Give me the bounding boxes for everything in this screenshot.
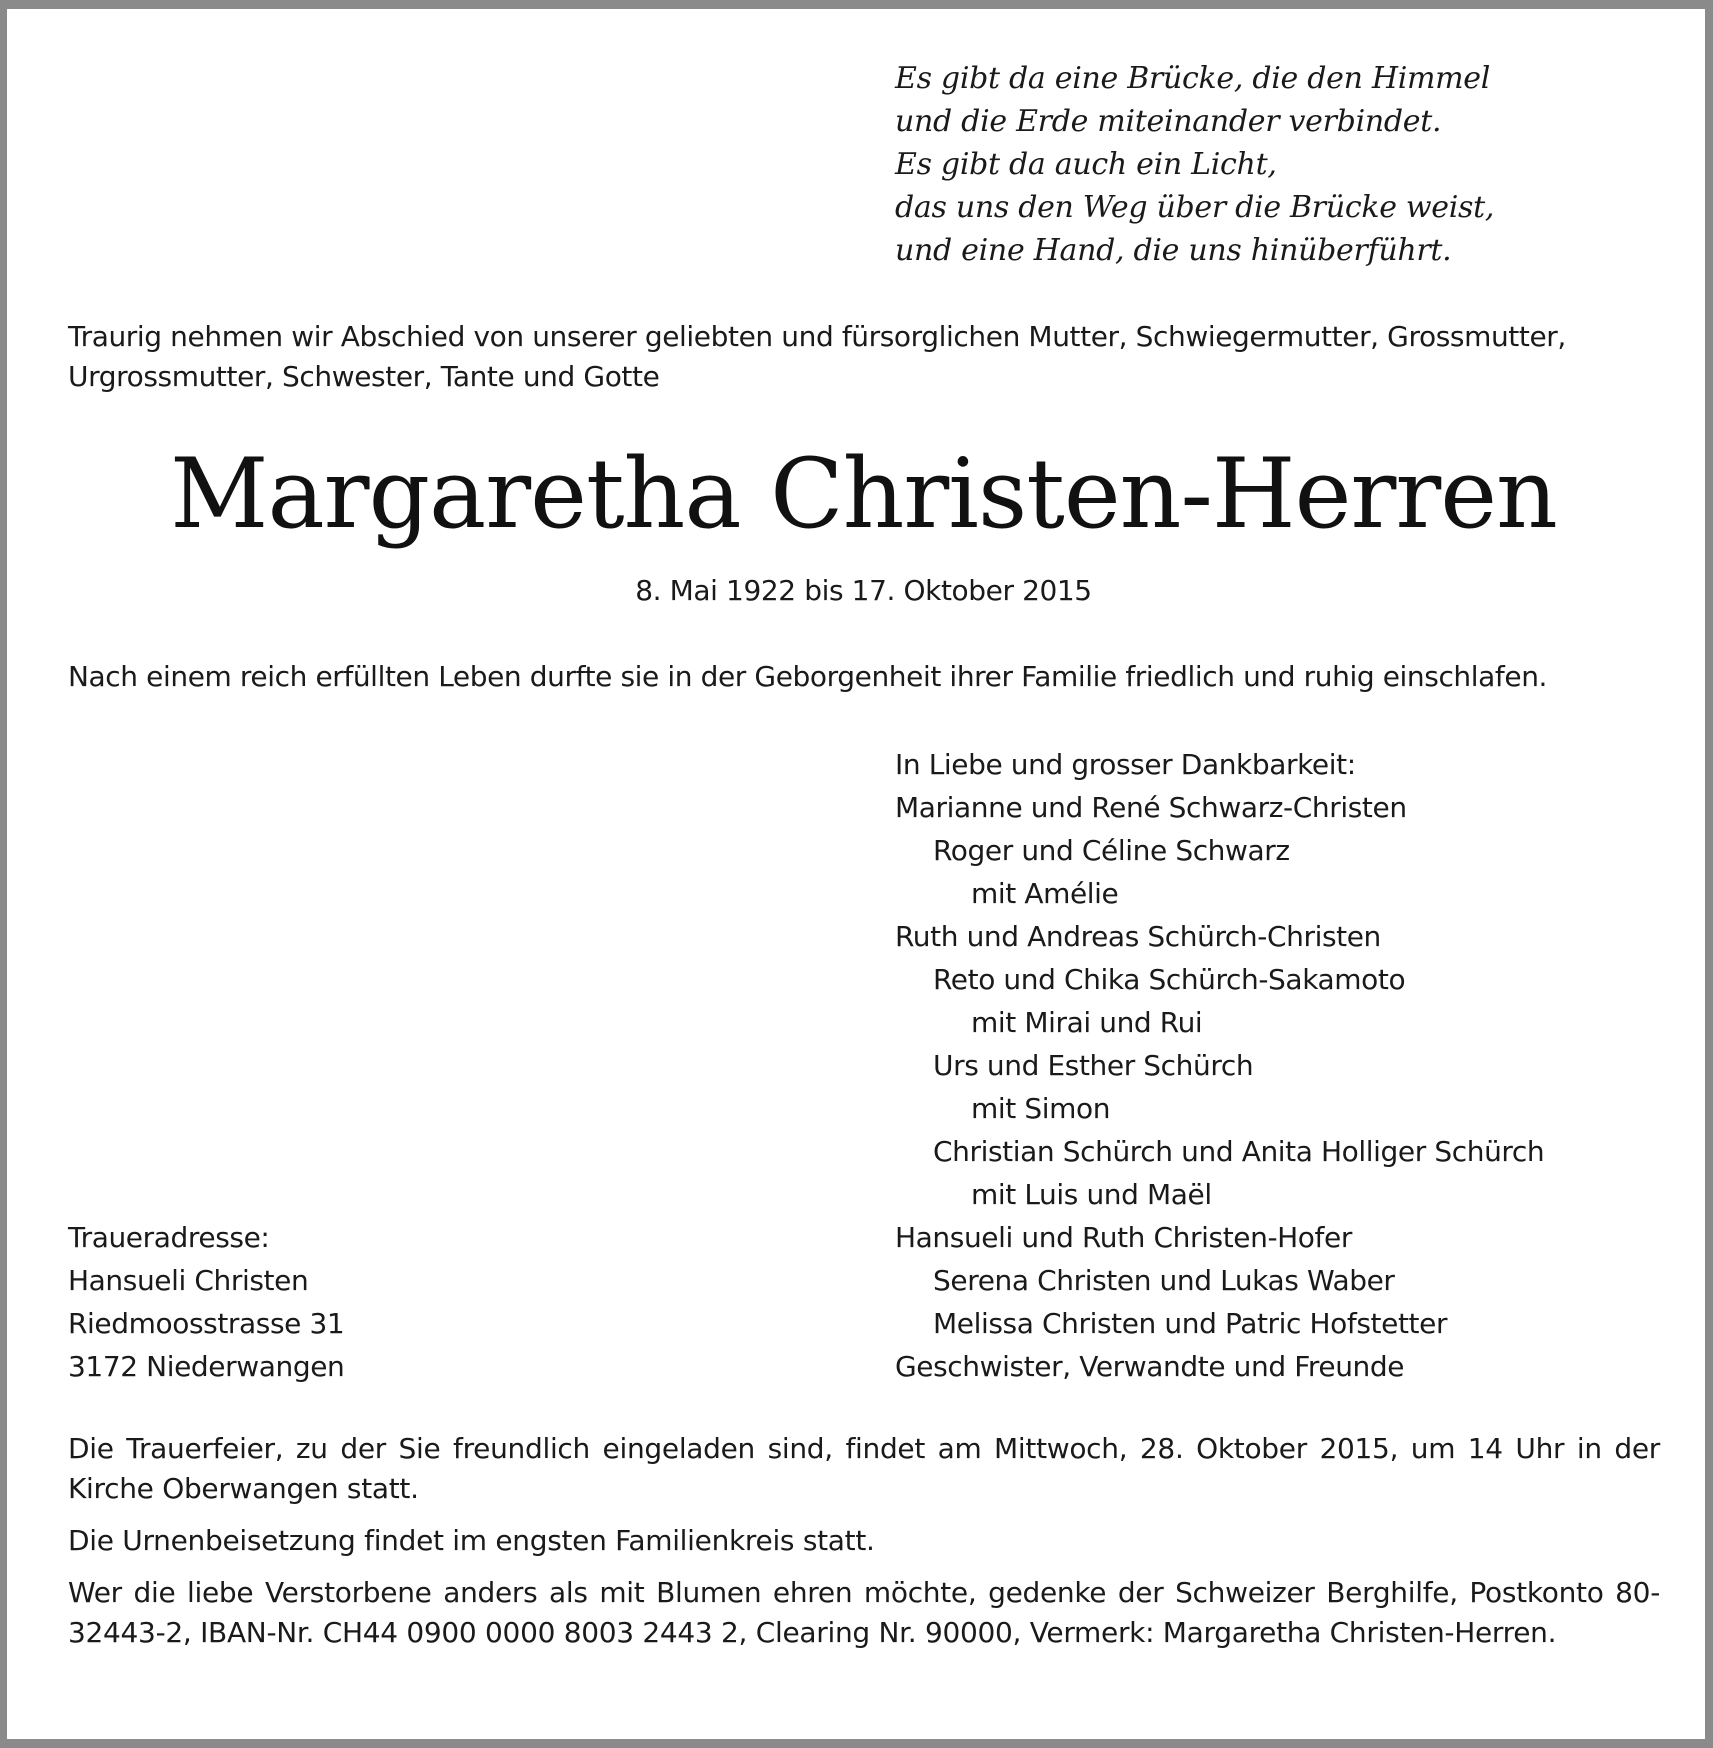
life-dates: 8. Mai 1922 bis 17. Oktober 2015 [635,574,1092,607]
intro-text: Traurig nehmen wir Abschied von unserer geliebten und fürsorglichen Mutter, Schwiegermutter, Grossmutter, Urgrossmutter, Schwester, Tante und Gotte [68,320,1566,393]
family-heading: In Liebe und grosser Dankbarkeit: [895,748,1356,781]
poem-line: das uns den Weg über die Brücke weist, [895,190,1495,225]
family-line: Christian Schürch und Anita Holliger Schürch [933,1135,1545,1168]
burial-info: Die Urnenbeisetzung findet im engsten Familienkreis statt. [68,1524,875,1557]
mourning-address [68,1216,344,1388]
poem-line: Es gibt da auch ein Licht, [895,147,1277,182]
family-line: Ruth und Andreas Schürch-Christen [895,920,1381,953]
family-line: Roger und Céline Schwarz [933,834,1290,867]
address-label: Traueradresse: [68,1221,270,1254]
family-line: Urs und Esther Schürch [933,1049,1254,1082]
family-line: mit Mirai und Rui [971,1006,1203,1039]
deceased-name: Margaretha Christen-Herren [170,438,1557,550]
poem-line: und die Erde miteinander verbindet. [895,104,1442,139]
family-line: Geschwister, Verwandte und Freunde [895,1350,1405,1383]
family-line: mit Simon [971,1092,1111,1125]
address-name: Hansueli Christen [68,1264,309,1297]
address-street: Riedmoosstrasse 31 [68,1307,345,1340]
poem [895,57,1494,272]
life-statement: Nach einem reich erfüllten Leben durfte sie in der Geborgenheit ihrer Familie friedlich und ruhig einschlafen. [68,660,1548,693]
family-line: Serena Christen und Lukas Waber [933,1264,1395,1297]
family-line: mit Luis und Maël [971,1178,1212,1211]
poem-line: Es gibt da eine Brücke, die den Himmel [895,61,1491,96]
family-line: Marianne und René Schwarz-Christen [895,791,1407,824]
family-line: Hansueli und Ruth Christen-Hofer [895,1221,1352,1254]
family-line: mit Amélie [971,877,1119,910]
service-info: Die Trauerfeier, zu der Sie freundlich eingeladen sind, findet am Mittwoch, 28. Oktober 2015, um 14 Uhr in der Kirche Oberwangen statt. [68,1432,1660,1505]
donation-info: Wer die liebe Verstorbene anders als mit Blumen ehren möchte, gedenke der Schweizer Berghilfe, Postkonto 80-32443-2, IBAN-Nr. CH44 0900 0000 8003 2443 2, Clearing Nr. 90000, Vermerk: Margaretha Christen-Herren. [68,1576,1660,1649]
family-list [895,743,1544,1388]
poem-line: und eine Hand, die uns hinüberführt. [895,233,1452,268]
family-line: Melissa Christen und Patric Hofstetter [933,1307,1448,1340]
closing-section [68,1429,1660,1665]
address-city: 3172 Niederwangen [68,1350,345,1383]
family-line: Reto und Chika Schürch-Sakamoto [933,963,1406,996]
